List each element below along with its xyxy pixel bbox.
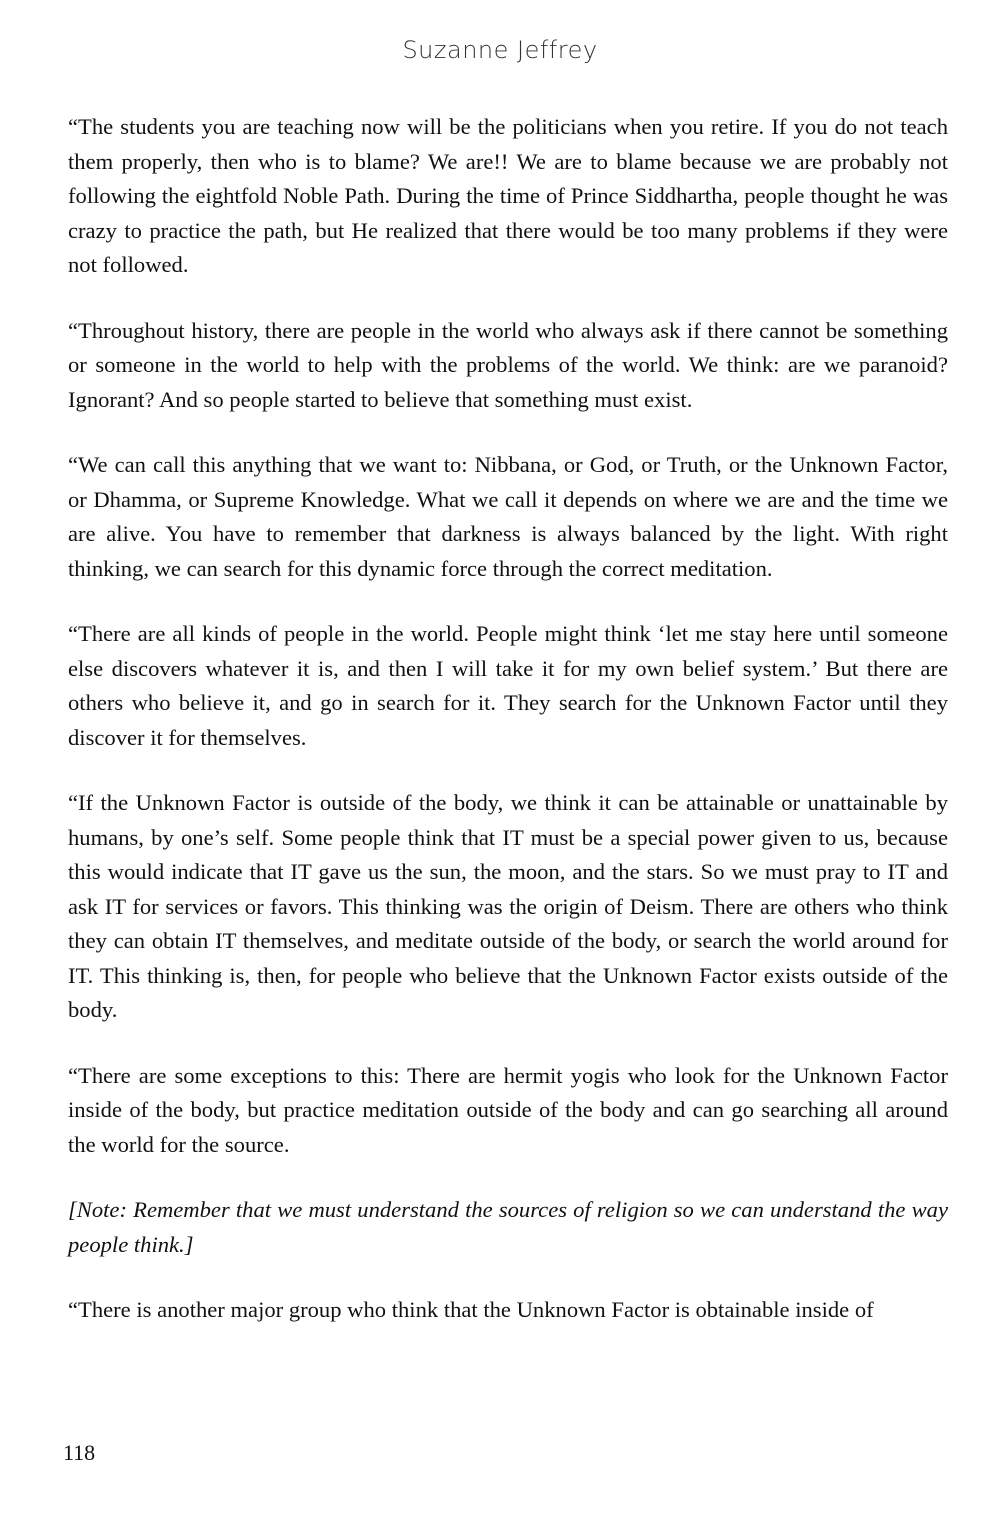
paragraph-exceptions: “There are some exceptions to this: There are hermit yogis who look for the Unknown Factor inside of the body, but practice meditation outside of the body and can go searching all around the world for the source. (68, 1062, 948, 1157)
body-text (68, 110, 948, 1328)
paragraph-names: “We can call this anything that we want to: Nibbana, or God, or Truth, or the Unknown Factor, or Dhamma, or Supreme Knowledge. What we call it depends on where we are and the time we are alive. You have to remember that darkness is always balanced by the light. With right thinking, we can search for this dynamic force through the correct meditation. (68, 452, 948, 581)
paragraph-inside-body: “There is another major group who think that the Unknown Factor is obtainable inside of (68, 1297, 874, 1322)
paragraph-students: “The students you are teaching now will be the politicians when you retire. If you do not teach them properly, then who is to blame? We are!! We are to blame because we are probably not following the eightfold Noble Path. During the time of Prince Siddhartha, people thought he was crazy to practice the path, but He realized that there would be too many problems if they were not followed. (68, 114, 948, 277)
running-header-author: Suzanne Jeffrey (402, 36, 598, 64)
page-number: 118 (63, 1440, 96, 1465)
paragraph-outside-body: “If the Unknown Factor is outside of the body, we think it can be attainable or unattainable by humans, by one’s self. Some people think that IT must be a special power given to us, because this would indicate that IT gave us the sun, the moon, and the stars. So we must pray to IT and ask IT for services or favors. This thinking was the origin of Deism. There are others who think they can obtain IT themselves, and meditate outside of the body, or search the world around for IT. This thinking is, then, for people who believe that the Unknown Factor exists outside of the body. (68, 790, 948, 1022)
paragraph-note: [Note: Remember that we must understand the sources of religion so we can understand the way people think.] (68, 1197, 948, 1257)
paragraph-history: “Throughout history, there are people in the world who always ask if there cannot be something or someone in the world to help with the problems of the world. We think: are we paranoid? Ignorant? And so people started to believe that something must exist. (68, 317, 948, 412)
paragraph-kinds-of-people: “There are all kinds of people in the world. People might think ‘let me stay here until someone else discovers whatever it is, and then I will take it for my own belief system.’ But there are others who believe it, and go in search for it. They search for the Unknown Factor until they discover it for themselves. (68, 621, 948, 750)
